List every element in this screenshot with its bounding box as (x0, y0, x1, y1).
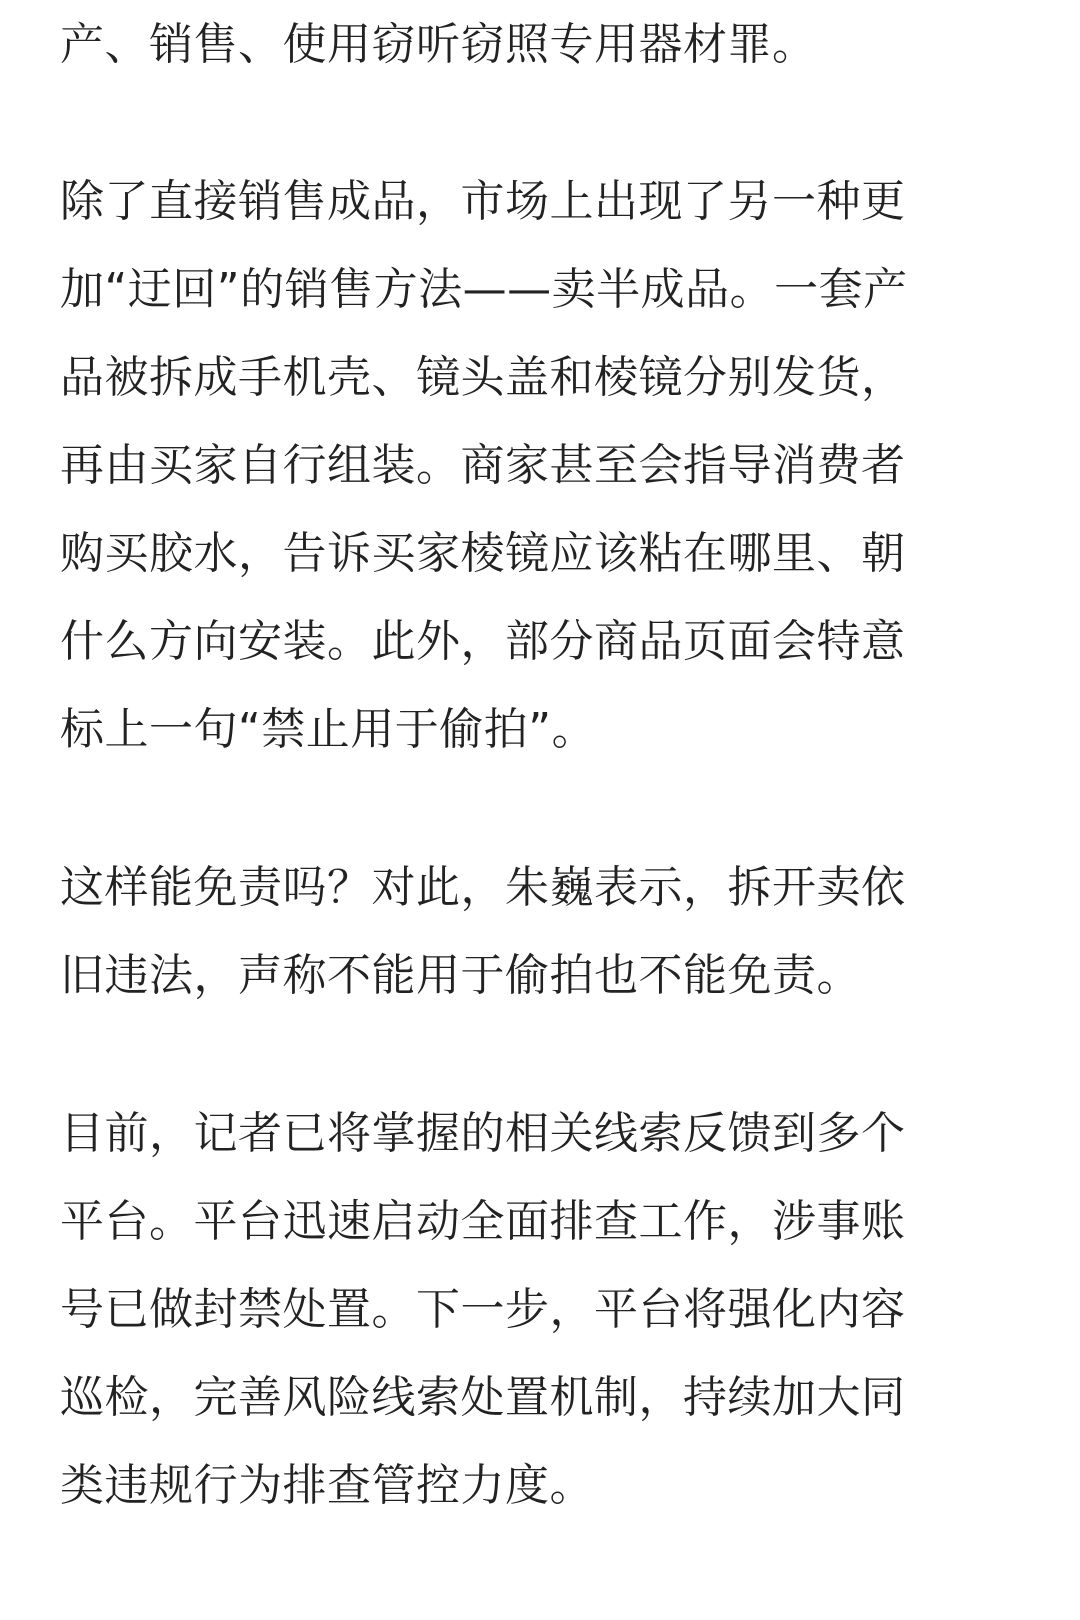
text-line: 这样能免责吗？对此，朱巍表示，拆开卖依 (60, 862, 906, 913)
text-line: 加“迂回”的销售方法——卖半成品。一套产 (60, 264, 908, 315)
text-line: 购买胶水，告诉买家棱镜应该粘在哪里、朝 (60, 528, 906, 579)
text-line: 类违规行为排查管控力度。 (60, 1460, 594, 1511)
text-line: 巡检，完善风险线索处置机制，持续加大同 (60, 1372, 906, 1423)
text-line: 标上一句“禁止用于偷拍”。 (60, 704, 597, 755)
text-line: 什么方向安装。此外，部分商品页面会特意 (60, 616, 906, 667)
text-line: 目前，记者已将掌握的相关线索反馈到多个 (60, 1108, 906, 1159)
text-line: 平台。平台迅速启动全面排查工作，涉事账 (60, 1196, 906, 1247)
text-line: 产、销售、使用窃听窃照专用器材罪。 (60, 19, 817, 70)
text-line: 再由买家自行组装。商家甚至会指导消费者 (60, 440, 906, 491)
text-line: 号已做封禁处置。下一步，平台将强化内容 (60, 1284, 906, 1335)
text-line: 除了直接销售成品，市场上出现了另一种更 (60, 176, 906, 227)
text-line: 旧违法，声称不能用于偷拍也不能免责。 (60, 950, 861, 1001)
text-line: 品被拆成手机壳、镜头盖和棱镜分别发货， (60, 352, 906, 403)
